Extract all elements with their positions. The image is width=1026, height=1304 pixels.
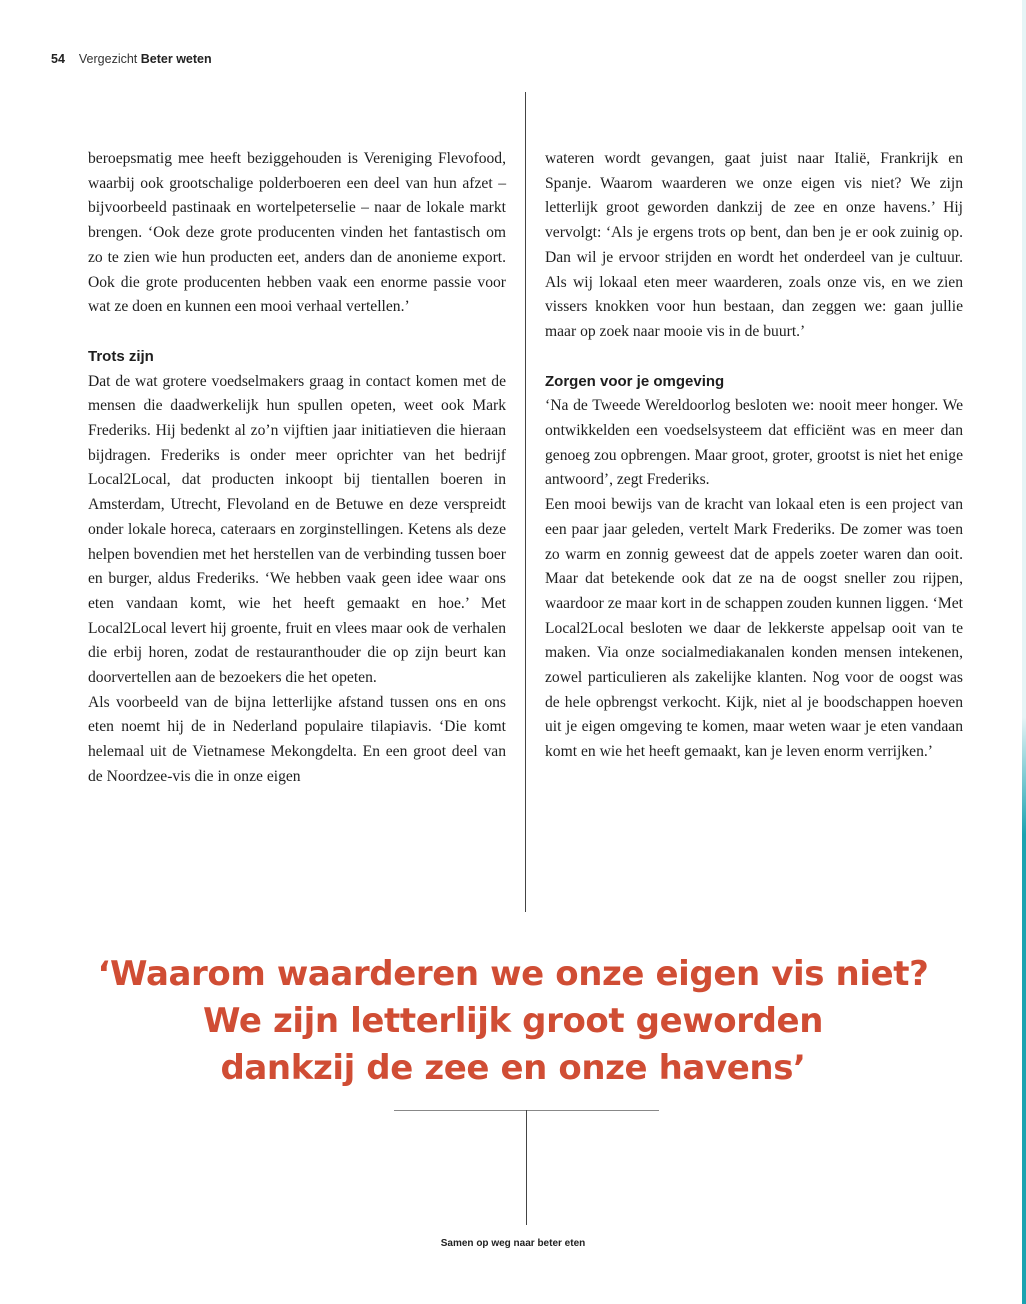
- pull-quote-line-2: We zijn letterlijk groot geworden: [202, 1001, 824, 1041]
- left-column: [88, 147, 506, 790]
- section-name: Vergezicht: [78, 52, 138, 66]
- running-header: [51, 52, 212, 66]
- page-edge-color-bar: [1022, 0, 1026, 1304]
- right-paragraph-2: ‘Na de Tweede Wereldoorlog besloten we: nooit meer honger. We ontwikkelden een voedselsysteem dat efficiënt was en meer dan genoeg zou opbrengen. Maar groot, groter, grootst is niet het enige antwoord’, zegt Frederiks.: [545, 397, 963, 489]
- subheading-trots-zijn: Trots zijn: [88, 347, 154, 365]
- left-paragraph-1: beroepsmatig mee heeft beziggehouden is Vereniging Flevofood, waarbij ook grootschalige polderboeren een deel van hun afzet – bijvoorbeeld pastinaak en wortelpeterselie – naar de lokale markt brengen. ‘Ook deze grote producenten vinden het fantastisch om zo te zien wie hun producten eet, anders dan de anonieme export. Ook die grote producenten hebben vaak een enorme passie voor wat ze doen en kunnen een mooi verhaal vertellen.’: [88, 150, 506, 316]
- left-paragraph-2: Dat de wat grotere voedselmakers graag in contact komen met de mensen die daadwerkelijk hun spullen opeten, weet ook Mark Frederiks. Hij bedenkt al zo’n vijftien jaar initiatieven die hieraan bijdragen. Frederiks is onder meer oprichter van het bedrijf Local2Local, dat producten inkoopt bij tientallen boeren in Amsterdam, Utrecht, Flevoland en de Betuwe en deze verspreidt onder lokale horeca, cateraars en zorginstellingen. Ketens als deze helpen bovendien met het herstellen van de verbinding tussen boer en burger, aldus Frederiks. ‘We hebben vaak geen idee waar ons eten vandaan komt, wie het heeft gemaakt en hoe.’ Met Local2Local levert hij groente, fruit en vlees maar ook de verhalen die erbij horen, zodat de restauranthouder die op zijn beurt kan doorvertellen aan de bezoekers die het opeten.: [88, 372, 506, 687]
- column-divider: [525, 92, 526, 912]
- right-paragraph-3: Een mooi bewijs van de kracht van lokaal eten is een project van een paar jaar geleden, vertelt Mark Frederiks. De zomer was toen zo warm en zonnig geweest dat de appels zoeter waren dan ooit. Maar dat betekende ook dat ze na de oogst sneller zou rijpen, waardoor ze maar kort in de schappen zouden kunnen liggen. ‘Met Local2Local besloten we daar de lekkerste appelsap ooit van te maken. Via onze socialmediakanalen konden mensen intekenen, zowel particulieren als zakelijke klanten. Nog voor de oogst was de hele opbrengst verkocht. Kijk, niet al je boodschappen hoeven uit je eigen omgeving te komen, maar weten waar je eten vandaan komt en wie het heeft gemaakt, kan je leven enorm verrijken.’: [545, 496, 963, 761]
- page-number: 54: [51, 52, 65, 66]
- footer-tagline: Samen op weg naar beter eten: [440, 1238, 586, 1249]
- pull-quote-line-1: ‘Waarom waarderen we onze eigen vis niet?: [97, 954, 929, 994]
- pull-quote: [0, 951, 1026, 1092]
- subheading-zorgen-voor-je-omgeving: Zorgen voor je omgeving: [545, 372, 725, 390]
- section-title: Beter weten: [140, 52, 212, 66]
- right-column: [545, 147, 963, 765]
- pull-quote-line-3: dankzij de zee en onze havens’: [220, 1048, 806, 1088]
- right-paragraph-1: wateren wordt gevangen, gaat juist naar Italië, Frankrijk en Spanje. Waarom waarderen we onze eigen vis niet? We zijn letterlijk groot geworden dankzij de zee en onze havens.’ Hij vervolgt: ‘Als je ergens trots op bent, dan ben je er ook zuinig op. Dan wil je ervoor strijden en wordt het onderdeel van je cultuur. Als wij lokaal eten meer waarderen, zoals onze vis, en we zien vissers knokken voor hun bestaan, dan zeggen we: gaan jullie maar op zoek naar mooie vis in de buurt.’: [545, 150, 963, 340]
- quote-stem-line: [526, 1110, 527, 1225]
- left-paragraph-3: Als voorbeeld van de bijna letterlijke afstand tussen ons en ons eten noemt hij de in Nederland populaire tilapiavis. ‘Die komt helemaal uit de Vietnamese Mekongdelta. En een groot deel van de Noordzee-vis die in onze eigen: [88, 693, 506, 785]
